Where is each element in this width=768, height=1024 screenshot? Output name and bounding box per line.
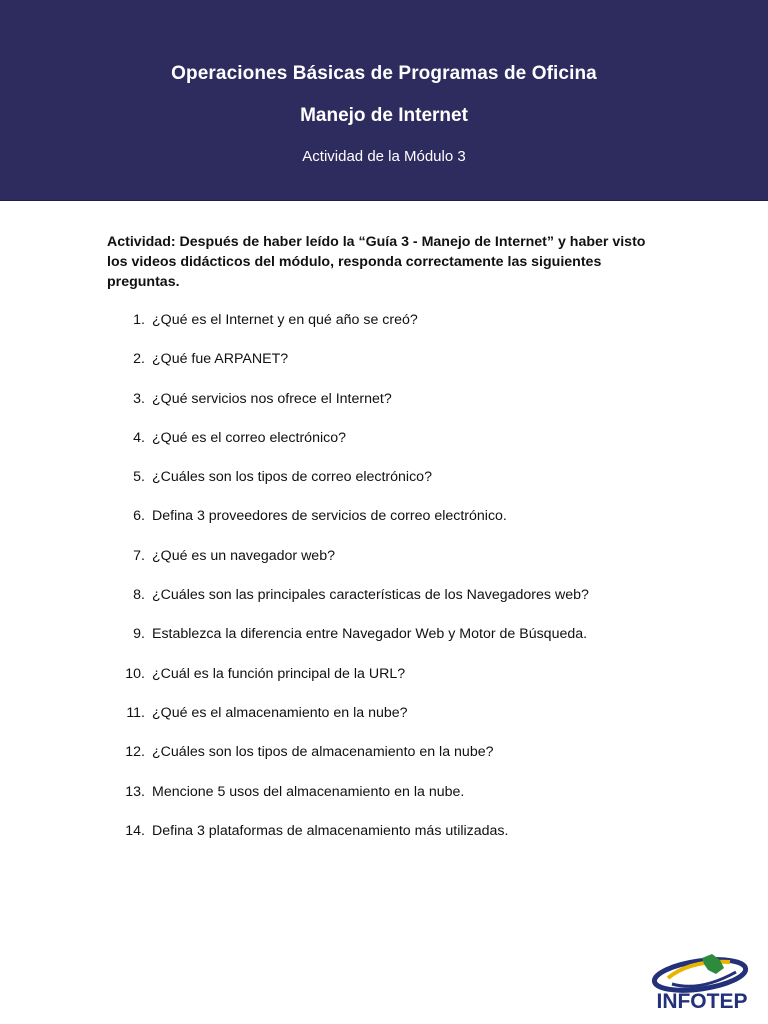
question-item bbox=[107, 624, 667, 663]
question-number: 11. bbox=[126, 704, 145, 721]
question-item bbox=[107, 389, 667, 428]
question-item bbox=[107, 585, 667, 624]
activity-instructions: Actividad: Después de haber leído la “Guía 3 - Manejo de Internet” y haber visto los videos didácticos del módulo, responda correctamente las siguientes preguntas. bbox=[107, 234, 646, 290]
question-number: 13. bbox=[125, 783, 145, 800]
question-number: 3. bbox=[133, 390, 145, 407]
question-number: 8. bbox=[133, 587, 145, 604]
question-text: ¿Qué fue ARPANET? bbox=[152, 351, 289, 368]
page-header bbox=[0, 0, 768, 201]
page-subtitle: Manejo de Internet bbox=[300, 105, 468, 126]
question-text: ¿Qué servicios nos ofrece el Internet? bbox=[152, 390, 392, 407]
question-text: ¿Qué es el Internet y en qué año se creó? bbox=[152, 312, 418, 328]
question-item bbox=[107, 664, 667, 703]
activity-label: Actividad de la Módulo 3 bbox=[302, 148, 466, 165]
question-text: ¿Cuáles son las principales características de los Navegadores web? bbox=[152, 587, 589, 604]
question-item bbox=[107, 703, 667, 742]
question-number: 5. bbox=[133, 469, 145, 486]
question-item bbox=[107, 506, 667, 545]
question-text: Defina 3 proveedores de servicios de correo electrónico. bbox=[152, 508, 507, 525]
question-number: 1. bbox=[133, 312, 145, 328]
question-number: 4. bbox=[133, 429, 145, 446]
question-text: ¿Qué es el correo electrónico? bbox=[152, 429, 346, 446]
question-number: 9. bbox=[133, 626, 145, 643]
question-number: 14. bbox=[125, 822, 145, 839]
question-item bbox=[107, 546, 667, 585]
question-number: 7. bbox=[133, 547, 145, 564]
question-text: Mencione 5 usos del almacenamiento en la nube. bbox=[152, 783, 465, 800]
question-list bbox=[107, 310, 667, 860]
question-text: ¿Cuáles son los tipos de correo electrónico? bbox=[152, 469, 432, 486]
question-item bbox=[107, 821, 667, 860]
question-text: ¿Cuál es la función principal de la URL? bbox=[152, 665, 406, 682]
question-item bbox=[107, 349, 667, 388]
page-title: Operaciones Básicas de Programas de Oficina bbox=[171, 63, 597, 84]
question-number: 12. bbox=[125, 744, 145, 761]
question-item bbox=[107, 428, 667, 467]
question-item bbox=[107, 782, 667, 821]
question-number: 10. bbox=[125, 665, 145, 682]
infotep-logo-text: INFOTEP bbox=[656, 990, 748, 1013]
question-text: Establezca la diferencia entre Navegador Web y Motor de Búsqueda. bbox=[152, 626, 588, 643]
question-text: ¿Cuáles son los tipos de almacenamiento en la nube? bbox=[152, 744, 494, 761]
question-text: ¿Qué es un navegador web? bbox=[152, 547, 335, 564]
question-text: Defina 3 plataformas de almacenamiento más utilizadas. bbox=[152, 822, 509, 839]
question-item bbox=[107, 310, 667, 349]
question-text: ¿Qué es el almacenamiento en la nube? bbox=[152, 704, 408, 721]
question-item bbox=[107, 467, 667, 506]
question-number: 6. bbox=[133, 508, 145, 525]
question-item bbox=[107, 742, 667, 781]
question-number: 2. bbox=[133, 351, 145, 368]
